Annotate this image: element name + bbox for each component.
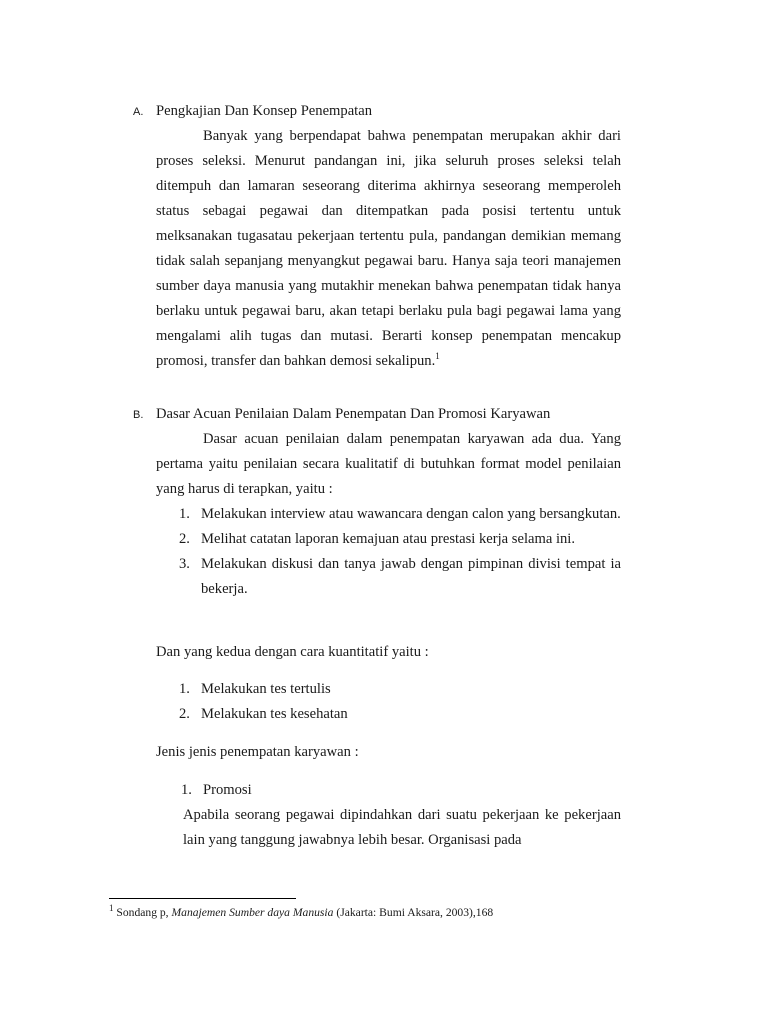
footnote: [109, 903, 494, 920]
list-item-text: Melihat catatan laporan kemajuan atau prestasi kerja selama ini.: [201, 531, 576, 547]
list-item-number: 1.: [179, 681, 190, 697]
quantitative-intro: Dan yang kedua dengan cara kuantitatif yaitu :: [156, 644, 429, 660]
types-intro: Jenis jenis penempatan karyawan :: [156, 744, 359, 760]
footnote-reference: 1: [435, 351, 440, 362]
footnote-book-title: Manajemen Sumber daya Manusia: [171, 906, 334, 919]
qualitative-list: [179, 502, 621, 602]
list-item-number: 3.: [179, 556, 190, 572]
section-b-paragraph: Dasar acuan penilaian dalam penempatan karyawan ada dua. Yang pertama yaitu penilaian secara kualitatif di butuhkan format model penilaian yang harus di terapkan, yaitu :: [156, 431, 621, 497]
section-b-letter: B.: [133, 409, 144, 421]
section-b-title: Dasar Acuan Penilaian Dalam Penempatan Dan Promosi Karyawan: [156, 406, 551, 422]
list-item-text: Melakukan tes kesehatan: [201, 706, 348, 722]
section-a-heading: [133, 98, 372, 124]
list-item: [179, 702, 621, 727]
list-item: [179, 677, 621, 702]
list-item-text: Promosi: [203, 782, 252, 798]
section-b-heading: [133, 401, 550, 427]
list-item-number: 2.: [179, 706, 190, 722]
footnote-separator: [109, 898, 296, 899]
promosi-paragraph: Apabila seorang pegawai dipindahkan dari suatu pekerjaan ke pekerjaan lain yang tanggung jawabnya lebih besar. Organisasi pada: [183, 807, 621, 848]
list-item-text: Melakukan tes tertulis: [201, 681, 331, 697]
footnote-marker: 1: [109, 903, 114, 914]
section-a-title: Pengkajian Dan Konsep Penempatan: [156, 103, 373, 119]
list-item-text: Melakukan diskusi dan tanya jawab dengan pimpinan divisi tempat ia bekerja.: [201, 556, 621, 597]
section-a-paragraph: [156, 124, 621, 374]
list-item-number: 2.: [179, 531, 190, 547]
list-item-text: Melakukan interview atau wawancara dengan calon yang bersangkutan.: [201, 506, 621, 522]
list-item-number: 1.: [181, 782, 192, 798]
list-item: [179, 527, 621, 552]
types-list: [181, 778, 621, 803]
section-a-letter: A.: [133, 106, 144, 118]
quantitative-list: [179, 677, 621, 727]
list-item: [179, 502, 621, 527]
list-item: [179, 552, 621, 602]
footnote-author: Sondang p,: [116, 906, 169, 919]
list-item-number: 1.: [179, 506, 190, 522]
list-item: [181, 778, 621, 803]
footnote-publication: (Jakarta: Bumi Aksara, 2003),168: [336, 906, 494, 919]
section-a-paragraph-text: Banyak yang berpendapat bahwa penempatan merupakan akhir dari proses seleksi. Menurut pandangan ini, jika seluruh proses seleksi telah ditempuh dan lamaran seseorang diterima akhirnya seseorang memperoleh status sebagai pegawai dan ditempatkan pada posisi tertentu untuk melksanakan tugasatau pekerjaan tertentu pula, pandangan demikian memang tidak salah sepanjang menyangkut pegawai baru. Hanya saja teori manajemen sumber daya manusia yang mutakhir menekan bahwa penempatan tidak hanya berlaku untuk pegawai baru, akan tetapi berlaku pula bagi pegawai lama yang mengalami alih tugas dan mutasi. Berarti konsep penempatan mencakup promosi, transfer dan bahkan demosi sekalipun.: [156, 128, 621, 369]
